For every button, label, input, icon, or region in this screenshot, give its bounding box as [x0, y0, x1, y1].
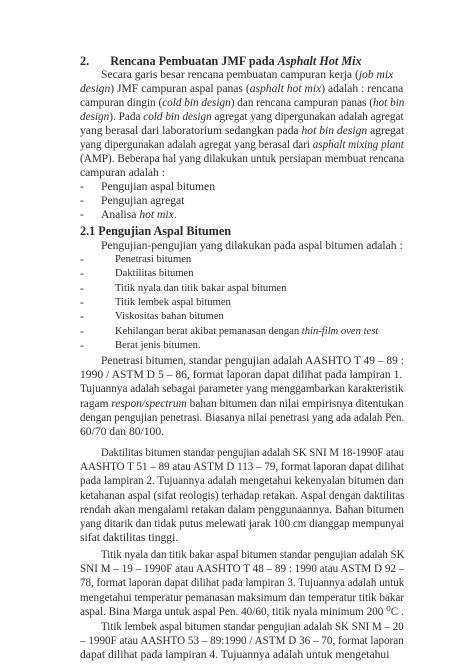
- bullet-dash: -: [80, 310, 84, 324]
- paragraph-line: 1990 / ASTM D 5 – 86, format laporan dapat dilihat pada lampiran 1.: [80, 368, 403, 382]
- bullet-item: Analisa hot mix.: [101, 208, 177, 221]
- para-line: Secara garis besar rencana pembuatan campuran kerja (job mix: [101, 68, 394, 81]
- bullet-item: Viskositas bahan bitumen: [115, 311, 224, 323]
- para-line: design) JMF campuran aspal panas (asphalt hot mix) adalah : rencana: [80, 82, 404, 95]
- para-line: yang dipergunakan adalah agregat yang berasal dari asphalt mixing plant: [80, 138, 404, 151]
- section-2-1-heading: 2.1 Pengujian Aspal Bitumen: [80, 224, 232, 238]
- paragraph-line: Penetrasi bitumen, standar pengujian adalah AASHTO T 49 – 89 :: [101, 354, 404, 367]
- paragraph-line: Titik nyala dan titik bakar aspal bitumen standar pengujian adalah SK: [101, 548, 405, 561]
- para-line: campuran dingin (cold bin design) dan rencana campuran panas (hot bin: [80, 96, 405, 109]
- paragraph-line: dengan pengujian penetrasi. Biasanya nilai penetrasi yang ada adalah Pen.: [80, 410, 405, 424]
- paragraph-line: Tujuannya adalah sebagai parameter yang menggambarkan karakteristik: [80, 382, 404, 396]
- bullet-dash: -: [80, 253, 84, 266]
- para-line: yang berasal dari laboratorium sedangkan pada hot bin design agregat: [80, 124, 405, 137]
- bullet-item: Daktilitas bitumen: [115, 268, 194, 280]
- para-line: campuran adalah :: [80, 166, 165, 179]
- paragraph-line: aspal. Bina Marga untuk aspal Pen. 40/60, titik nyala minimum 200 ⁰C .: [80, 604, 404, 618]
- section-2-1-intro: Pengujian-pengujian yang dilakukan pada aspal bitumen adalah :: [101, 239, 403, 252]
- paragraph-line: SNI M – 19 – 1990F atau AASHTO T 48 – 89 : 1990 atau ASTM D 92 –: [80, 562, 405, 576]
- paragraph-line: pada lampiran 2. Tujuannya adalah mengetahui kekenyalan bitumen dan: [80, 474, 404, 488]
- bullet-dash: -: [80, 324, 84, 338]
- bullet-item: Titik lembek aspal bitumen: [115, 296, 231, 308]
- bullet-item: Pengujian aspal bitumen: [101, 180, 215, 193]
- bullet-dash: -: [80, 295, 84, 309]
- paragraph-line: mengetahui temperatur pemanasan maksimum dan temperatur titik bakar: [80, 590, 405, 604]
- paragraph-line: rendah akan mengalami retakan dalam penggunaannya. Bahan bitumen: [80, 502, 404, 516]
- bullet-item: Pengujian agregat: [101, 194, 185, 207]
- paragraph-line: dapat dilihat pada lampiran 4. Tujuannya adalah untuk mengetahui: [80, 648, 390, 662]
- bullet-dash: -: [80, 194, 84, 207]
- para-line: design). Pada cold bin design agregat yang dipergunakan adalah agregat: [80, 110, 404, 123]
- bullet-dash: -: [80, 267, 84, 281]
- paragraph-line: yang ditarik dan tidak putus melewati jarak 100 cm dianggap mempunyai: [80, 517, 405, 530]
- paragraph-line: sifat daktilitas tinggi.: [80, 531, 179, 545]
- paragraph-line: Daktilitas bitumen standar pengujian adalah SK SNI M 18-1990F atau: [101, 446, 404, 459]
- bullet-item: Titik nyala dan titik bakar aspal bitumen: [115, 282, 287, 294]
- bullet-dash: -: [80, 208, 84, 221]
- section-number: 2.: [80, 54, 90, 68]
- bullet-dash: -: [80, 281, 84, 295]
- paragraph-line: AASHTO T 51 – 89 atau ASTM D 113 – 79, format laporan dapat dilihat: [80, 460, 404, 474]
- bullet-item: Penetrasi bitumen: [115, 254, 192, 265]
- paragraph-line: ketahanan aspal (sifat reologis) terhadap retakan. Aspal dengan daktilitas: [80, 488, 405, 502]
- paragraph-line: 78, format laporan dapat dilihat pada lampiran 3. Tujuannya adalah untuk: [80, 576, 405, 590]
- paragraph-line: Titik lembek aspal bitumen standar pengujian adalah SK SNI M – 20: [101, 620, 404, 633]
- bullet-item: Berat jenis bitumen.: [115, 339, 201, 351]
- paragraph-line: – 1990F atau AASHTO 53 – 89:1990 / ASTM D 36 – 70, format laporan: [80, 634, 404, 648]
- section-title-italic: Asphalt Hot Mix: [277, 54, 362, 68]
- paragraph-line: ragam respon/spectrum bahan bitumen dan nilai empirisnya ditentukan: [80, 396, 404, 410]
- para-line: (AMP). Beberapa hal yang dilakukan untuk persiapan membuat rencana: [80, 152, 405, 165]
- paragraph-line: 60/70 dan 80/100.: [80, 425, 165, 438]
- section-title: Rencana Pembuatan JMF pada: [110, 54, 278, 68]
- bullet-dash: -: [80, 180, 84, 193]
- bullet-item: Kehilangan berat akibat pemanasan dengan thin-film oven test: [115, 325, 379, 337]
- bullet-dash: -: [80, 338, 84, 352]
- section-2-heading: [80, 54, 362, 69]
